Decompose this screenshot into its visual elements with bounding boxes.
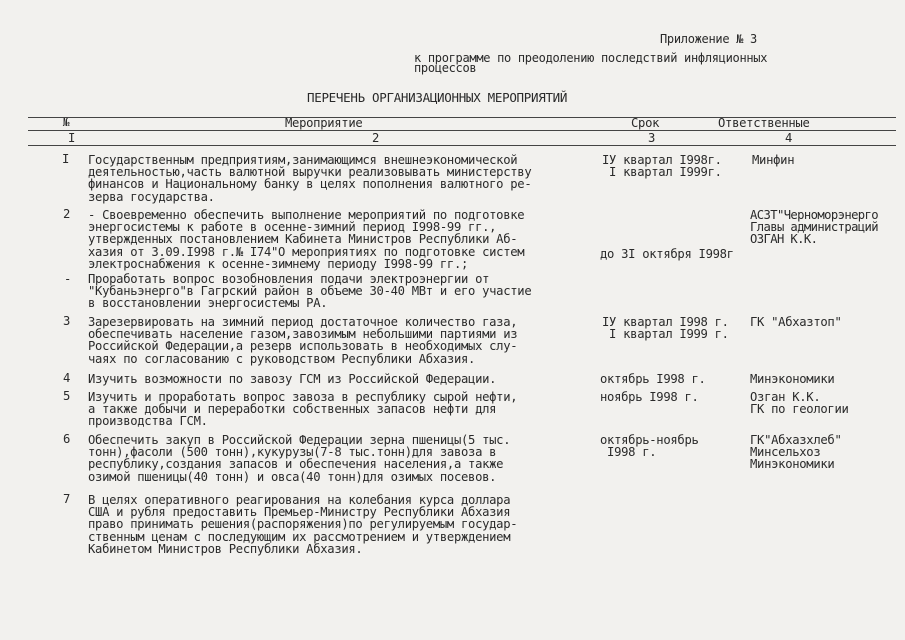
row-responsible: АСЗТ"Черноморэнерго Главы администраций ОЗГАН К.К.: [750, 208, 879, 247]
table-numbering-rule: [28, 145, 896, 146]
row-number: 2: [63, 207, 71, 221]
row-measure-text: В целях оперативного реагирования на колебания курса доллара США и рубля предоставить Премьер-Министру Республики Абхазия право принимать решения(распоряжения)по регулируемым государ- ственным ценам с последующим их рассмотрением и утверждением Кабинетом Министров Республики Абхазия.: [88, 493, 518, 556]
row-measure-text: - Своевременно обеспечить выполнение мероприятий по подготовке энергосистемы к работе в осенне-зимний период I998-99 гг., утвержденных постановлением Кабинета Министров Республики Аб- хазия от 3.09.I998 г.№ I74"О мероприятиях по подготовке систем электроснабжения к осенне-зимнему периоду I998-99 гг.;: [88, 208, 525, 271]
row-responsible: Минэкономики: [750, 372, 835, 386]
row-number: 7: [63, 492, 71, 506]
row-responsible: ГК "Абхазтоп": [750, 315, 842, 329]
row-term: IУ квартал I998г. I квартал I999г.: [602, 153, 722, 180]
row-responsible: Озган К.К. ГК по геологии: [750, 390, 849, 417]
row-measure-text: Государственным предприятиям,занимающимся внешнеэкономической деятельностью,часть валютной выручки реализовывать министерству финансов и Национальному банку в целях пополнения валютного ре- зерва государства.: [88, 153, 532, 204]
col-number-4: 4: [785, 131, 793, 145]
row-number: 3: [63, 314, 71, 328]
program-reference-line2: процессов: [414, 61, 477, 75]
col-number-2: 2: [372, 131, 380, 145]
row-responsible: ГК"Абхазхлеб" Минсельхоз Минэкономики: [750, 433, 842, 472]
row-measure-text: Зарезервировать на зимний период достаточное количество газа, обеспечивать население газом,завозимым небольшими партиями из Российской Федерации,а резерв использовать в необходимых слу- чаях по согласованию с руководством Республики Абхазия.: [88, 315, 518, 366]
appendix-label: Приложение № 3: [660, 32, 757, 46]
row-term: IУ квартал I998 г. I квартал I999 г.: [602, 315, 729, 342]
document-title: ПЕРЕЧЕНЬ ОРГАНИЗАЦИОННЫХ МЕРОПРИЯТИЙ: [307, 90, 568, 105]
col-header-responsible: Ответственные: [718, 116, 810, 130]
row-term: октябрь I998 г.: [600, 372, 706, 386]
row-measure-text: Проработать вопрос возобновления подачи электроэнергии от "Кубаньэнерго"в Гагрский район в объеме 30-40 МВт и его участие в восстановлении энергосистемы РА.: [88, 272, 532, 311]
program-reference-line1: к программе по преодолению последствий инфляционных: [414, 51, 768, 65]
row-number: I: [62, 152, 70, 166]
row-number: 4: [63, 371, 71, 385]
row-bullet: -: [64, 272, 72, 286]
col-header-measure: Мероприятие: [285, 116, 363, 130]
row-term: ноябрь I998 г.: [600, 390, 699, 404]
row-measure-text: Обеспечить закуп в Российской Федерации зерна пшеницы(5 тыс. тонн),фасоли (500 тонн),кукурузы(7-8 тыс.тонн)для завоза в республику,создания запасов и обеспечения населения,а также озимой пшеницы(40 тонн) и овса(40 тонн)для озимых посевов.: [88, 433, 511, 484]
row-term: октябрь-ноябрь I998 г.: [600, 433, 699, 460]
row-measure-text: Изучить возможности по завозу ГСМ из Российской Федерации.: [88, 372, 497, 386]
row-number: 5: [63, 389, 71, 403]
col-number-3: 3: [648, 131, 656, 145]
row-measure-text: Изучить и проработать вопрос завоза в республику сырой нефти, а также добычи и переработки собственных запасов нефти для производства ГСМ.: [88, 390, 518, 429]
col-header-number: №: [63, 116, 70, 129]
col-number-1: I: [68, 131, 76, 145]
col-header-term: Срок: [631, 116, 660, 130]
row-term: до 3I октября I998г: [600, 247, 734, 261]
row-responsible: Минфин: [752, 153, 795, 167]
table-header-rule: [28, 130, 896, 131]
row-number: 6: [63, 432, 71, 446]
